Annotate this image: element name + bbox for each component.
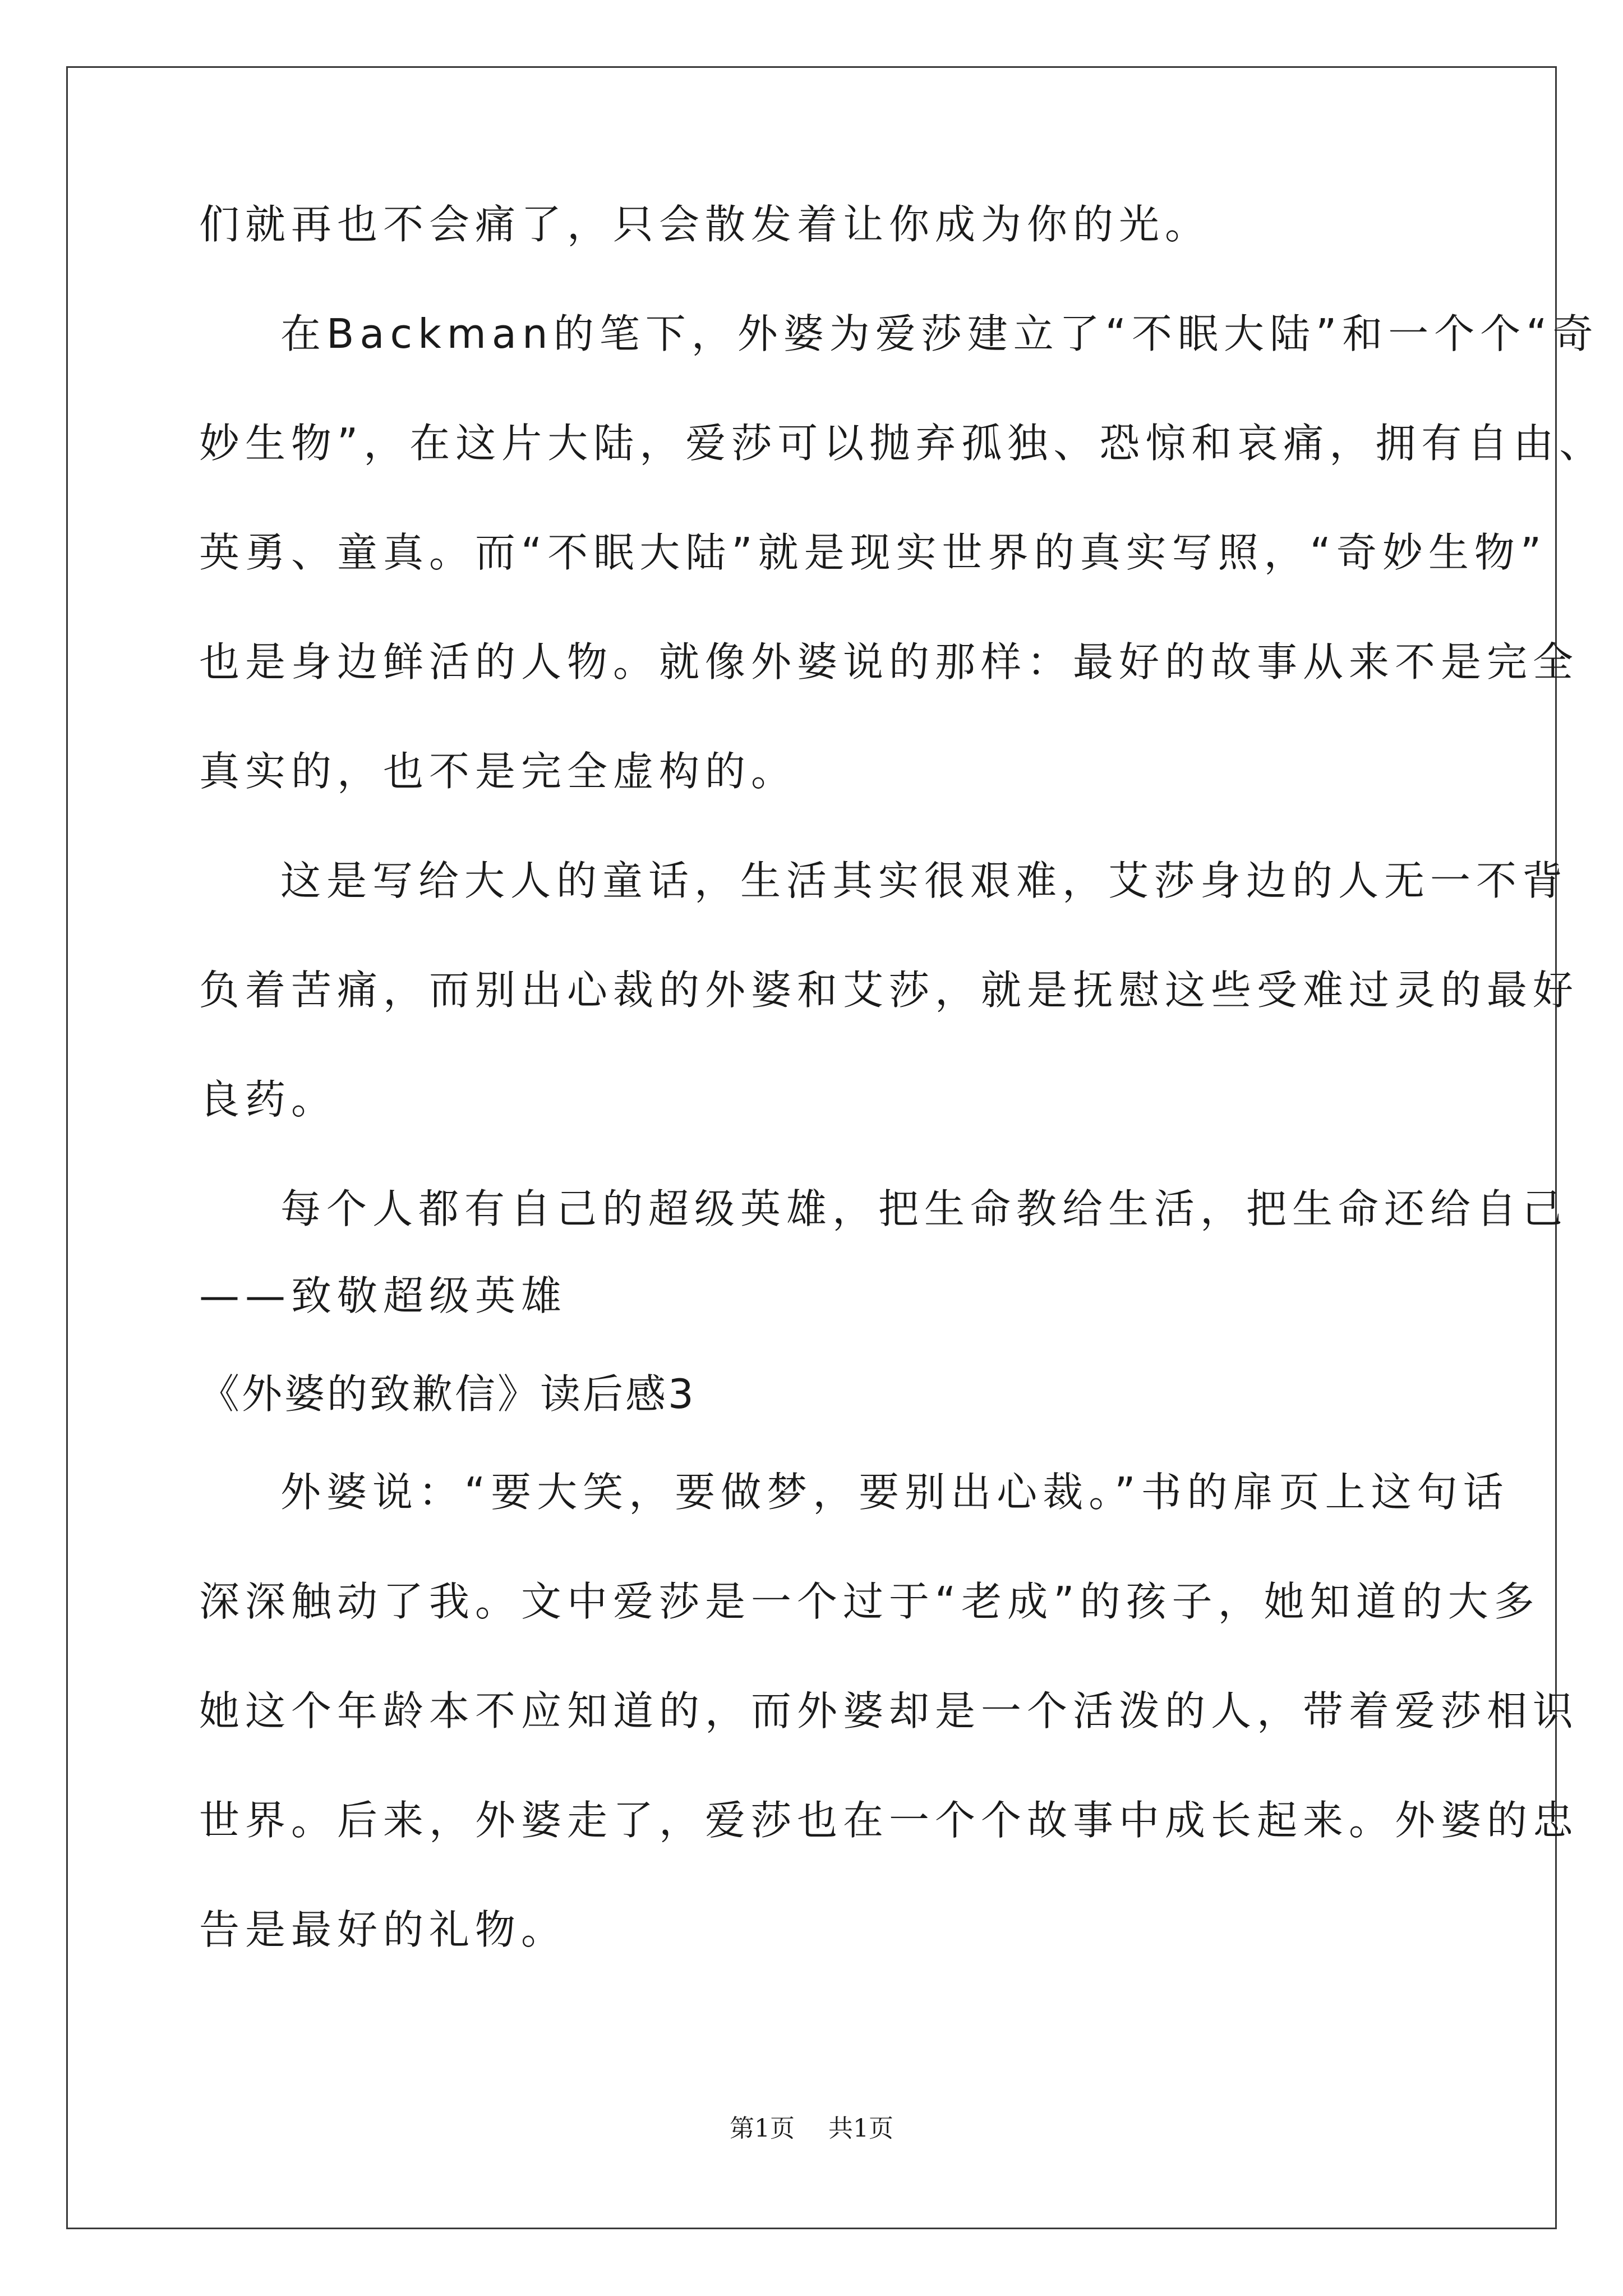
body-line: 也是身边鲜活的人物。就像外婆说的那样：最好的故事从来不是完全 (199, 638, 1579, 685)
body-line: 她这个年龄本不应知道的，而外婆却是一个活泼的人，带着爱莎相识 (199, 1687, 1579, 1734)
paragraph-start-line: 每个人都有自己的超级英雄，把生命教给生活，把生命还给自己 (280, 1185, 1569, 1232)
body-line: 深深触动了我。文中爱莎是一个过于“老成”的孩子，她知道的大多 (199, 1578, 1540, 1625)
paragraph-start-line: 外婆说：“要大笑，要做梦，要别出心裁。”书的扉页上这句话 (280, 1469, 1509, 1516)
page-footer (0, 2115, 1623, 2143)
body-line: 英勇、童真。而“不眠大陆”就是现实世界的真实写照，“奇妙生物” (199, 529, 1547, 576)
section-title: 《外婆的致歉信》读后感3 (199, 1370, 696, 1418)
paragraph-start-line: 在Backman的笔下，外婆为爱莎建立了“不眠大陆”和一个个“奇 (280, 310, 1599, 357)
signature-line: ——致敬超级英雄 (199, 1272, 568, 1319)
page-total: 共1页 (828, 2114, 893, 2143)
body-line: 负着苦痛，而别出心裁的外婆和艾莎，就是抚慰这些受难过灵的最好 (199, 967, 1579, 1014)
body-line: 世界。后来，外婆走了，爱莎也在一个个故事中成长起来。外婆的忠 (199, 1797, 1579, 1844)
page-number: 第1页 (730, 2114, 795, 2143)
body-line: 真实的，也不是完全虚构的。 (199, 748, 797, 795)
body-line: 良药。 (199, 1076, 338, 1123)
body-line: 告是最好的礼物。 (199, 1906, 568, 1953)
paragraph-start-line: 这是写给大人的童话，生活其实很艰难，艾莎身边的人无一不背 (280, 857, 1569, 904)
page-border (66, 66, 1557, 2229)
body-line: 们就再也不会痛了，只会散发着让你成为你的光。 (199, 201, 1211, 248)
body-line: 妙生物”，在这片大陆，爱莎可以抛弃孤独、恐惊和哀痛，拥有自由、 (199, 420, 1606, 467)
